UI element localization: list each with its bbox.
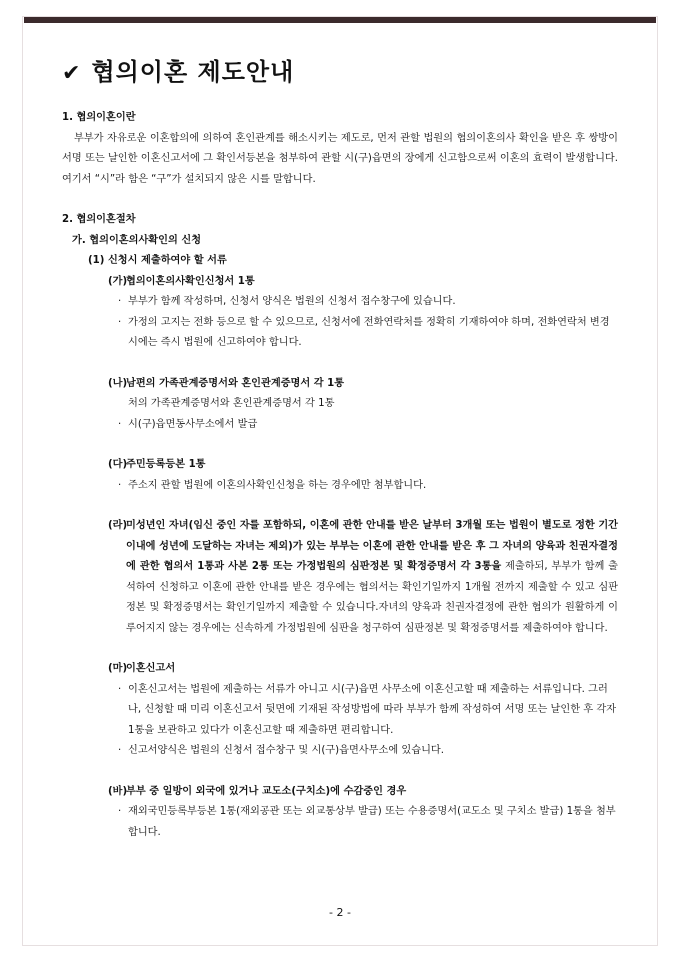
section-1-body: 부부가 자유로운 이혼합의에 의하여 혼인관계를 해소시키는 제도로, 먼저 관할 법원의 협의이혼의사 확인을 받은 후 쌍방이 서명 또는 날인한 이혼신고서에 그 확인서등본을 첨부하여 관할 시(구)읍면의 장에게 신고함으로써 이혼의 효력이 발생합니다. 여기서 “시”라 함은 “구”가 설치되지 않은 시를 말합니다. [62, 132, 618, 185]
item-ma-title: 이혼신고서 [126, 663, 176, 674]
page-title-text: 협의이혼 제도안내 [91, 58, 295, 86]
list-item-text: 재외국민등록부등본 1통(재외공관 또는 외교통상부 발급) 또는 수용증명서(교도소 및 구치소 발급) 1통을 첨부합니다. [128, 806, 616, 838]
item-ga-heading [62, 272, 618, 293]
check-icon: ✔ [62, 61, 82, 86]
spacer [62, 435, 618, 455]
item-ga-label: (가) [108, 275, 128, 287]
item-ra-title: 미성년인 자녀(임신 중인 자를 포함하되, 이혼에 관한 안내를 받은 날부터 3개월 또는 법원이 별도로 정한 기간 이내에 성년에 도달하는 자녀는 제외)가 있는 부부는 이혼에 관한 안내를 받은 후 그 자녀의 양육과 친권자결정에 관한 협의서 1통과 사본 2통 또는 가정법원의 심판정본 및 확정증명서 각 3통을 [126, 520, 618, 572]
spacer [62, 762, 618, 782]
item-da-title: 주민등록등본 1통 [126, 459, 206, 470]
list-item [62, 313, 618, 354]
item-na-title: 남편의 가족관계증명서와 혼인관계증명서 각 1통 [126, 377, 345, 389]
item-ma-heading [62, 659, 618, 680]
bullet-mark: · [118, 316, 122, 328]
list-item-text: 신고서양식은 법원의 신청서 접수창구 및 시(구)읍면사무소에 있습니다. [128, 745, 445, 756]
bullet-mark: · [118, 479, 122, 491]
top-rule [24, 17, 656, 23]
page-title [62, 52, 294, 87]
list-item [62, 802, 618, 843]
list-item [62, 415, 618, 436]
list-item-text: 부부가 함께 작성하며, 신청서 양식은 법원의 신청서 접수창구에 있습니다. [128, 296, 456, 307]
bullet-mark: · [118, 806, 122, 817]
bullet-mark: · [118, 418, 122, 430]
list-item [62, 680, 618, 742]
spacer [62, 496, 618, 516]
list-item-text: 이혼신고서는 법원에 제출하는 서류가 아니고 시(구)읍면 사무소에 이혼신고할 때 제출하는 서류입니다. 그러나, 신청할 때 미리 이혼신고서 뒷면에 기재된 작성방법에 따라 부부가 함께 작성하여 서명 또는 날인한 후 각자 1통을 보관하고 있다가 이혼신고할 때 제출하면 편리합니다. [128, 683, 617, 736]
section-2-heading: 2. 협의이혼절차 [62, 214, 136, 225]
bullet-mark: · [118, 745, 122, 756]
list-item-text: 시(구)읍면동사무소에서 발급 [128, 418, 258, 430]
item-na-line: 처의 가족관계증명서와 혼인관계증명서 각 1통 [128, 398, 335, 409]
spacer [62, 190, 618, 210]
subsection-a-heading: 가. 협의이혼의사확인의 신청 [72, 234, 202, 246]
list-item [62, 476, 618, 497]
spacer [62, 639, 618, 659]
item-ra-paragraph [62, 516, 618, 639]
subsection-1-heading: (1) 신청시 제출하여야 할 서류 [88, 255, 227, 266]
list-item-text: 가정의 고지는 전화 등으로 할 수 있으므로, 신청서에 전화연락처를 정확히 기재하여야 하며, 전화연락처 변경시에는 즉시 법원에 신고하여야 합니다. [128, 316, 610, 348]
document-body [62, 108, 618, 843]
item-ra-body: 제출하되, 부부가 함께 출석하여 신청하고 이혼에 관한 안내를 받은 경우에는 협의서는 확인기일까지 1개월 전까지 제출할 수 있고 심판정본 및 확정증명서는 확인기일까지 제출할 수 있습니다.자녀의 양육과 친권자결정에 관한 협의가 원활하게 이루어지지 않는 경우에는 신속하게 가정법원에 심판을 청구하여 심판정본 및 확정증명서를 제출하여야 합니다. [126, 561, 618, 634]
item-da-heading [62, 455, 618, 476]
spacer [62, 354, 618, 374]
item-ba-title: 부부 중 일방이 외국에 있거나 교도소(구치소)에 수감중인 경우 [126, 785, 407, 797]
item-ma-label: (마) [108, 663, 128, 674]
section-1-heading: 1. 협의이혼이란 [62, 112, 136, 123]
list-item-text: 주소지 관할 법원에 이혼의사확인신청을 하는 경우에만 첨부합니다. [128, 479, 427, 491]
list-item [62, 292, 618, 313]
item-ba-heading [62, 782, 618, 803]
item-ra-label: (라) [108, 520, 128, 531]
page-number: - 2 - [329, 906, 351, 919]
bullet-mark: · [118, 296, 122, 307]
item-na-label: (나) [108, 377, 128, 389]
item-ba-label: (바) [108, 785, 128, 797]
bullet-mark: · [118, 683, 122, 695]
list-item [62, 741, 618, 762]
item-na-heading [62, 374, 618, 395]
item-da-label: (다) [108, 459, 128, 470]
item-ga-title: 협의이혼의사확인신청서 1통 [126, 275, 255, 287]
